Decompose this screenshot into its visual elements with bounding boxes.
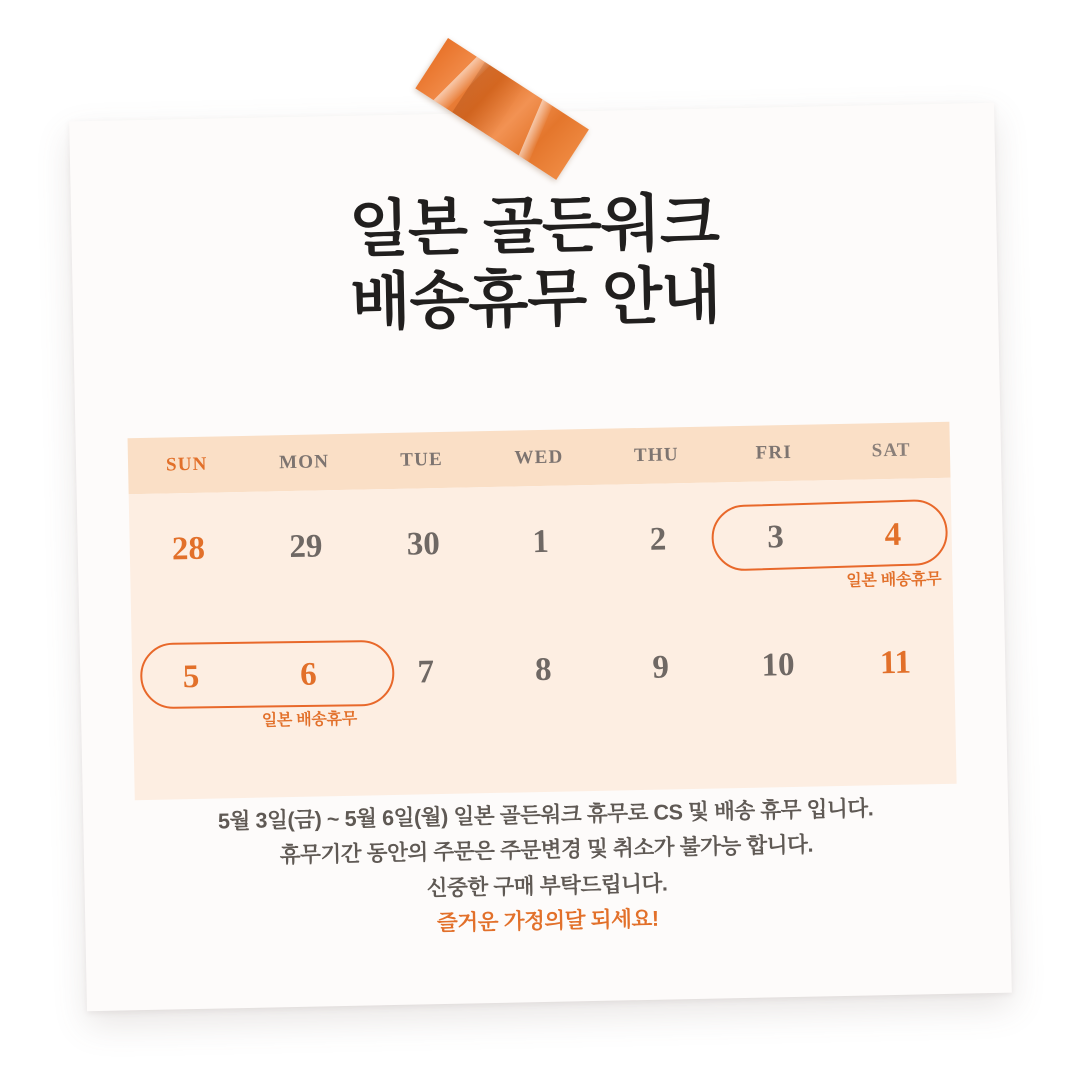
weekday-thu: THU — [633, 444, 679, 467]
footer-line-3: 신중한 구매 부탁드립니다. — [426, 871, 668, 901]
calendar-day — [249, 634, 369, 764]
calendar-day — [364, 503, 484, 633]
holiday-note: 일본 배송휴무 — [261, 710, 358, 730]
calendar-day — [599, 498, 719, 628]
calendar-day — [366, 631, 486, 761]
calendar-body — [129, 478, 957, 800]
calendar-day — [481, 501, 601, 631]
page-title-line-2: 배송휴무 안내 — [349, 261, 721, 338]
calendar-day — [719, 624, 839, 754]
page-title-line-1: 일본 골든워크 — [348, 188, 720, 265]
calendar-day — [716, 496, 836, 626]
calendar-day-number: 5 — [182, 658, 200, 696]
calendar-week-row — [129, 494, 953, 638]
page-title — [71, 181, 999, 346]
calendar-day — [601, 626, 721, 756]
calendar-day-number: 6 — [299, 656, 318, 693]
calendar-day — [132, 636, 252, 766]
calendar-day — [833, 494, 953, 624]
footer-line-4: 즐거운 가정의달 되세요! — [436, 907, 659, 936]
calendar — [128, 422, 957, 800]
weekday-tue: TUE — [400, 448, 444, 471]
calendar-day — [246, 506, 366, 636]
calendar-day-number: 4 — [884, 516, 902, 554]
calendar-day-number: 3 — [766, 519, 785, 556]
calendar-day-number: 8 — [534, 651, 552, 689]
holiday-note: 일본 배송휴무 — [846, 570, 942, 590]
calendar-day — [129, 508, 249, 638]
notice-footer — [129, 790, 965, 949]
calendar-day-number: 7 — [417, 654, 435, 691]
weekday-sat: SAT — [871, 439, 911, 462]
calendar-day-number: 30 — [406, 526, 441, 563]
weekday-fri: FRI — [755, 441, 793, 464]
calendar-day — [836, 622, 956, 752]
calendar-day-number: 2 — [649, 521, 667, 558]
calendar-day-number: 10 — [761, 646, 795, 684]
calendar-week-row — [132, 622, 956, 766]
calendar-day-number: 11 — [879, 644, 912, 682]
notice-card — [69, 103, 1012, 1011]
calendar-day-number: 9 — [652, 649, 670, 686]
footer-line-1: 5월 3일(금) ~ 5월 6일(월) 일본 골든워크 휴무로 CS 및 배송 휴무 입니다. — [217, 796, 874, 834]
footer-line-2: 휴무기간 동안의 주문은 주문변경 및 취소가 불가능 합니다. — [279, 833, 814, 868]
calendar-day-number: 1 — [532, 523, 550, 561]
weekday-mon: MON — [278, 451, 330, 474]
calendar-day-number: 29 — [289, 528, 323, 566]
weekday-sun: SUN — [165, 453, 208, 476]
calendar-day — [484, 629, 604, 759]
calendar-day-number: 28 — [171, 530, 206, 568]
weekday-wed: WED — [514, 446, 564, 469]
